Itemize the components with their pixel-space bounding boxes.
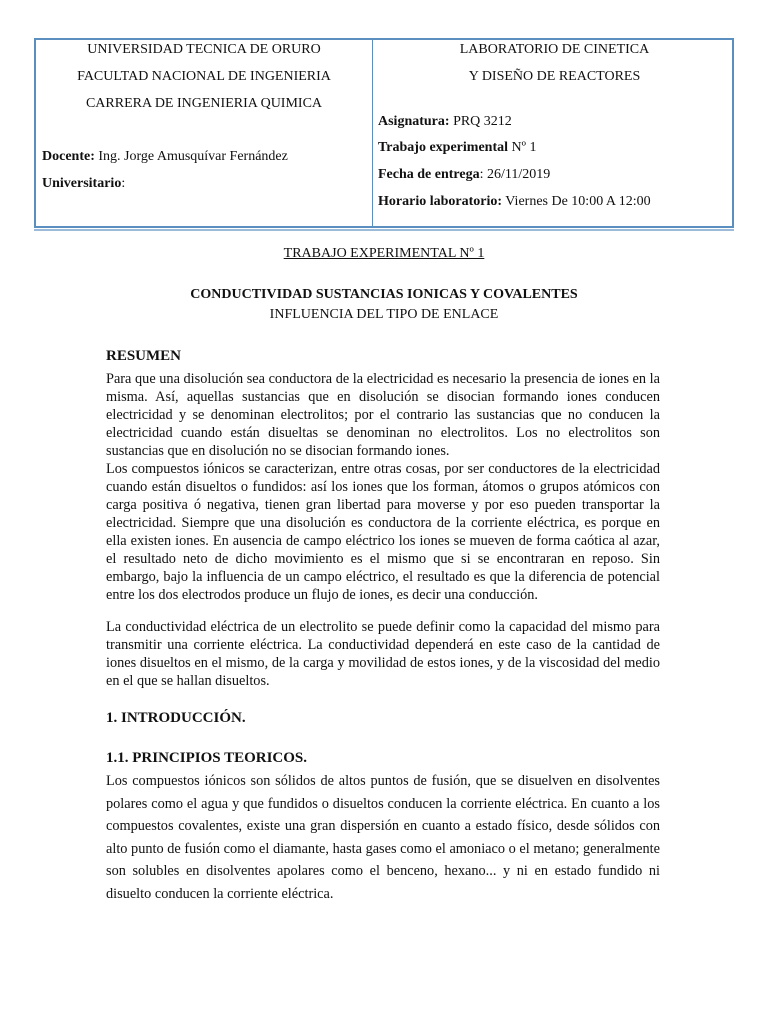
asignatura-label: Asignatura: (378, 114, 450, 129)
introduccion-heading: 1. INTRODUCCIÓN. (106, 710, 246, 726)
resumen-heading: RESUMEN (106, 348, 182, 364)
lab-name-line1: LABORATORIO DE CINETICA (459, 42, 650, 57)
docente-value: Ing. Jorge Amusquívar Fernández (98, 149, 288, 164)
horario-value: Viernes De 10:00 A 12:00 (505, 194, 651, 209)
header-column-divider (372, 40, 373, 226)
document-subtitle: INFLUENCIA DEL TIPO DE ENLACE (269, 307, 499, 322)
university-name: UNIVERSIDAD TECNICA DE ORURO (87, 42, 321, 57)
horario-row (378, 194, 651, 210)
resumen-paragraph-2: Los compuestos iónicos se caracterizan, entre otras cosas, por ser conductores de la electricidad cuando están disueltos o fundidos: así los iones que los forman, átomos o grupos atómicos con carga positiva ó negativa, tienen gran libertad para moverse y por eso pueden transportar la electricidad. Siempre que una disolución es conductora de la corriente eléctrica, es porque en ella existen iones. En ausencia de campo eléctrico los iones se mueven de forma caótica al azar, el resultado neto de dicho movimiento es el mismo que si se encontraran en reposo. Sin embargo, bajo la influencia de un campo eléctrico, el resultado es que la diferencia de potencial entre los dos electrodos produce un flujo de iones, es decir una conducción. (106, 461, 660, 603)
document-title-underlined: TRABAJO EXPERIMENTAL Nº 1 (283, 246, 485, 261)
fecha-label: Fecha de entrega (378, 167, 480, 182)
principios-paragraph-1: Los compuestos iónicos son sólidos de altos puntos de fusión, que se disuelven en disolventes polares como el agua y que fundidos o disueltos conducen la corriente eléctrica. En cuanto a los compuestos covalentes, existe una gran dispersión en cuanto a estado físico, desde sólidos con alto punto de fusión como el diamante, hasta gases como el amoniaco o el metano; generalmente son solubles en disolventes apolares como el benceno, hexano... y ni en estado fundido ni disuelto conducen la corriente eléctrica. (106, 773, 660, 902)
universitario-row (42, 176, 125, 192)
universitario-label: Universitario (42, 176, 122, 191)
asignatura-row (378, 114, 512, 130)
fecha-row (378, 167, 550, 183)
document-title: CONDUCTIVIDAD SUSTANCIAS IONICAS Y COVALENTES (190, 287, 578, 302)
header-table (34, 38, 734, 228)
resumen-paragraph-1: Para que una disolución sea conductora de la electricidad es necesario la presencia de iones en la misma. Así, aquellas sustancias que en disolución se disocian formando iones conducen electricidad y se denominan electrolitos; por el contrario las sustancias que no conducen la electricidad cuando están disueltas se denominan no electrolitos. Los no electrolitos son sustancias que en disolución no se disocian formando iones. (106, 371, 660, 459)
principios-heading: 1.1. PRINCIPIOS TEORICOS. (106, 750, 308, 766)
universitario-suffix: : (121, 176, 126, 191)
asignatura-value: PRQ 3212 (453, 114, 512, 129)
trabajo-value: Nº 1 (511, 140, 537, 155)
fecha-value: : 26/11/2019 (479, 167, 551, 182)
trabajo-label: Trabajo experimental (378, 140, 508, 155)
docente-row (42, 149, 288, 165)
horario-label: Horario laboratorio: (378, 194, 503, 209)
lab-name-line2: Y DISEÑO DE REACTORES (468, 69, 641, 84)
faculty-name: FACULTAD NACIONAL DE INGENIERIA (77, 69, 331, 84)
resumen-paragraph-3: La conductividad eléctrica de un electrolito se puede definir como la capacidad del mismo para transmitir una corriente eléctrica. La conductividad dependerá en este caso de la cantidad de iones disueltos en el mismo, de la carga y movilidad de estos iones, y de la viscosidad del medio en el que se hallan disueltos. (106, 619, 660, 689)
career-name: CARRERA DE INGENIERIA QUIMICA (85, 96, 323, 111)
docente-label: Docente: (42, 149, 95, 164)
trabajo-row (378, 140, 536, 156)
